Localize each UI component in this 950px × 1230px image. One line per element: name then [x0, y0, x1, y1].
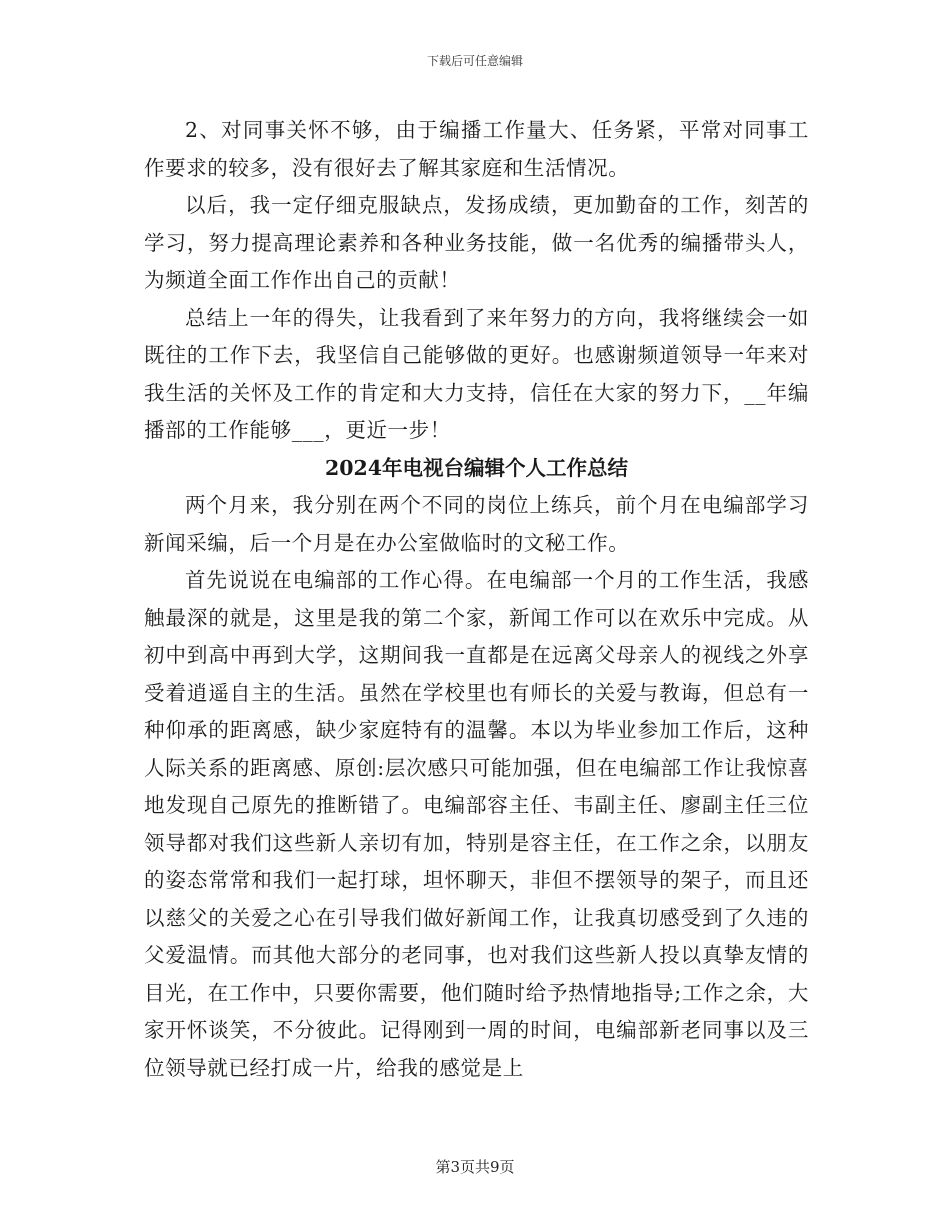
document-body — [144, 112, 809, 1087]
paragraph-3: 总结上一年的得失，让我看到了来年努力的方向，我将继续会一如既往的工作下去，我坚信自己能够做的更好。也感谢频道领导一年来对我生活的关怀及工作的肯定和大力支持，信任在大家的努力下，__年编播部的工作能够___，更近一步！ — [144, 305, 809, 442]
page-header-note: 下载后可任意编辑 — [426, 54, 523, 68]
page-number: 第3页共9页 — [435, 1158, 515, 1176]
paragraph-1: 2、对同事关怀不够，由于编播工作量大、任务紧，平常对同事工作要求的较多，没有很好去了解其家庭和生活情况。 — [144, 118, 809, 180]
paragraph-2: 以后，我一定仔细克服缺点，发扬成绩，更加勤奋的工作，刻苦的学习，努力提高理论素养和各种业务技能，做一名优秀的编播带头人，为频道全面工作作出自己的贡献！ — [144, 193, 809, 292]
paragraph-4: 两个月来，我分别在两个不同的岗位上练兵，前个月在电编部学习新闻采编，后一个月是在办公室做临时的文秘工作。 — [144, 493, 809, 555]
paragraph-5: 首先说说在电编部的工作心得。在电编部一个月的工作生活，我感触最深的就是，这里是我的第二个家，新闻工作可以在欢乐中完成。从初中到高中再到大学，这期间我一直都是在远离父母亲人的视线之外享受着逍遥自主的生活。虽然在学校里也有师长的关爱与教诲，但总有一种仰承的距离感，缺少家庭特有的温馨。本以为毕业参加工作后，这种人际关系的距离感、原创:层次感只可能加强，但在电编部工作让我惊喜地发现自己原先的推断错了。电编部容主任、韦副主任、廖副主任三位领导都对我们这些新人亲切有加，特别是容主任，在工作之余，以朋友的姿态常常和我们一起打球，坦怀聊天，非但不摆领导的架子，而且还以慈父的关爱之心在引导我们做好新闻工作，让我真切感受到了久违的父爱温情。而其他大部分的老同事，也对我们这些新人投以真挚友情的目光，在工作中，只要你需要，他们随时给予热情地指导;工作之余，大家开怀谈笑，不分彼此。记得刚到一周的时间，电编部新老同事以及三位领导就已经打成一片，给我的感觉是上 — [144, 568, 809, 1080]
section-title: 2024年电视台编辑个人工作总结 — [324, 455, 629, 480]
